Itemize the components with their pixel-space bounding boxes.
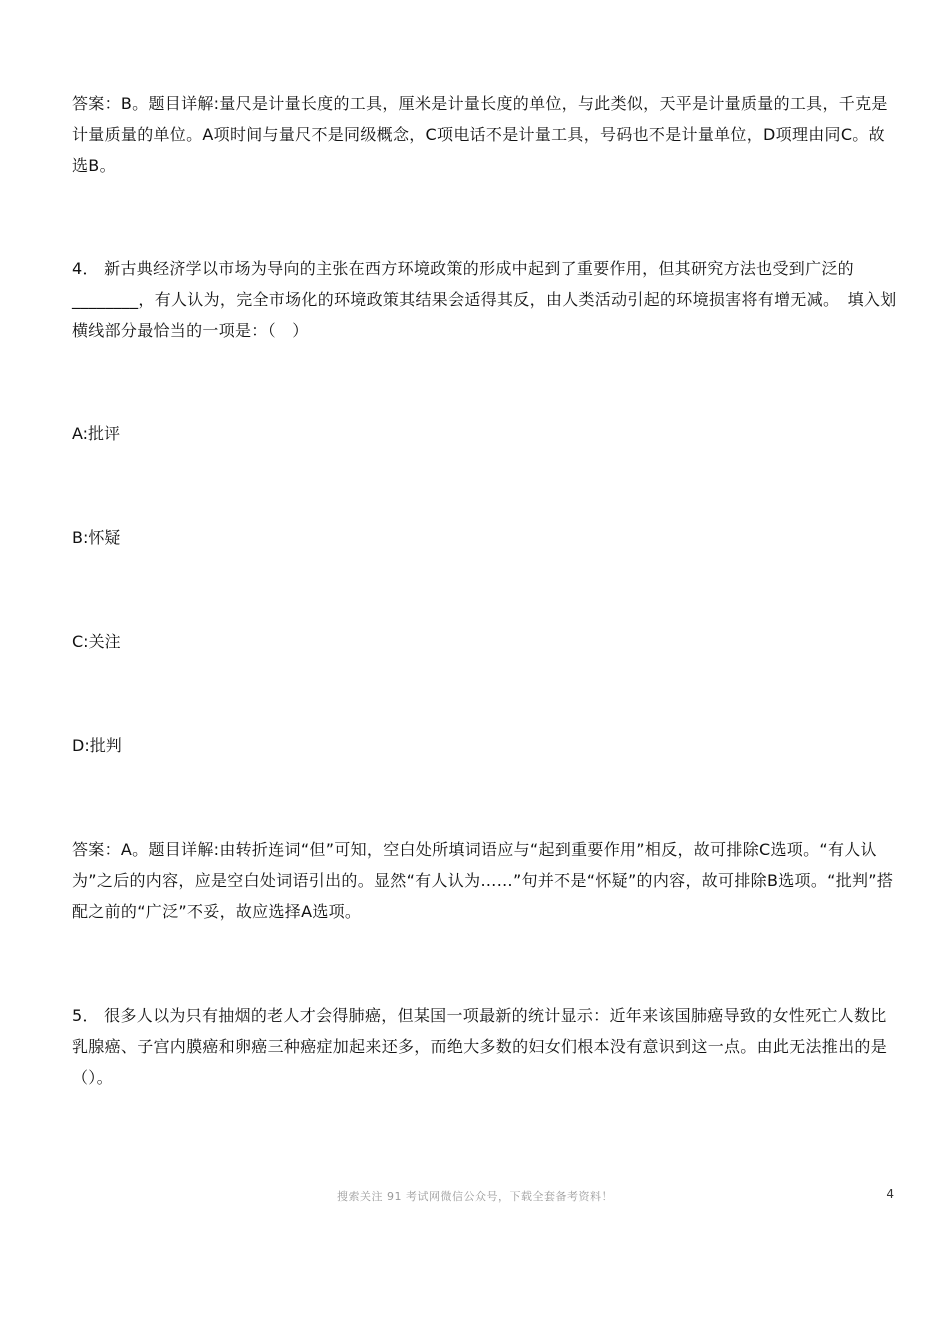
question-4-answer: 答案：A。题目详解:由转折连词“但”可知，空白处所填词语应与“起到重要作用”相反，故可排除C选项。“有人认为”之后的内容，应是空白处词语引出的。显然“有人认为……”句并不是“怀疑”的内容，故可排除B选项。“批判”搭配之前的“广泛”不妥，故应选择A选项。: [72, 840, 894, 921]
question-4-option-d: D:批判: [72, 736, 122, 755]
footer-promo-text: 搜索关注 91 考试网微信公众号，下载全套备考资料！: [337, 1190, 613, 1203]
question-5-text: 5． 很多人以为只有抽烟的老人才会得肺癌，但某国一项最新的统计显示：近年来该国肺癌导致的女性死亡人数比乳腺癌、子宫内膜癌和卵癌三种癌症加起来还多，而绝大多数的妇女们根本没有意识到这一点。由此无法推出的是（）。: [72, 1006, 888, 1087]
question-4-option-b: B:怀疑: [72, 528, 121, 547]
page-number: 4: [886, 1187, 894, 1201]
answer-3-explanation: 答案：B。题目详解:量尺是计量长度的工具，厘米是计量长度的单位，与此类似，天平是计量质量的工具，千克是计量质量的单位。A项时间与量尺不是同级概念，C项电话不是计量工具，号码也不是计量单位，D项理由同C。故选B。: [72, 94, 888, 175]
question-4-text: 4． 新古典经济学以市场为导向的主张在西方环境政策的形成中起到了重要作用，但其研究方法也受到广泛的________，有人认为，完全市场化的环境政策其结果会适得其反，由人类活动引起的环境损害将有增无减。 填入划横线部分最恰当的一项是：（ ）: [72, 259, 897, 340]
question-4-option-c: C:关注: [72, 632, 121, 651]
question-4-option-a: A:批评: [72, 424, 121, 443]
